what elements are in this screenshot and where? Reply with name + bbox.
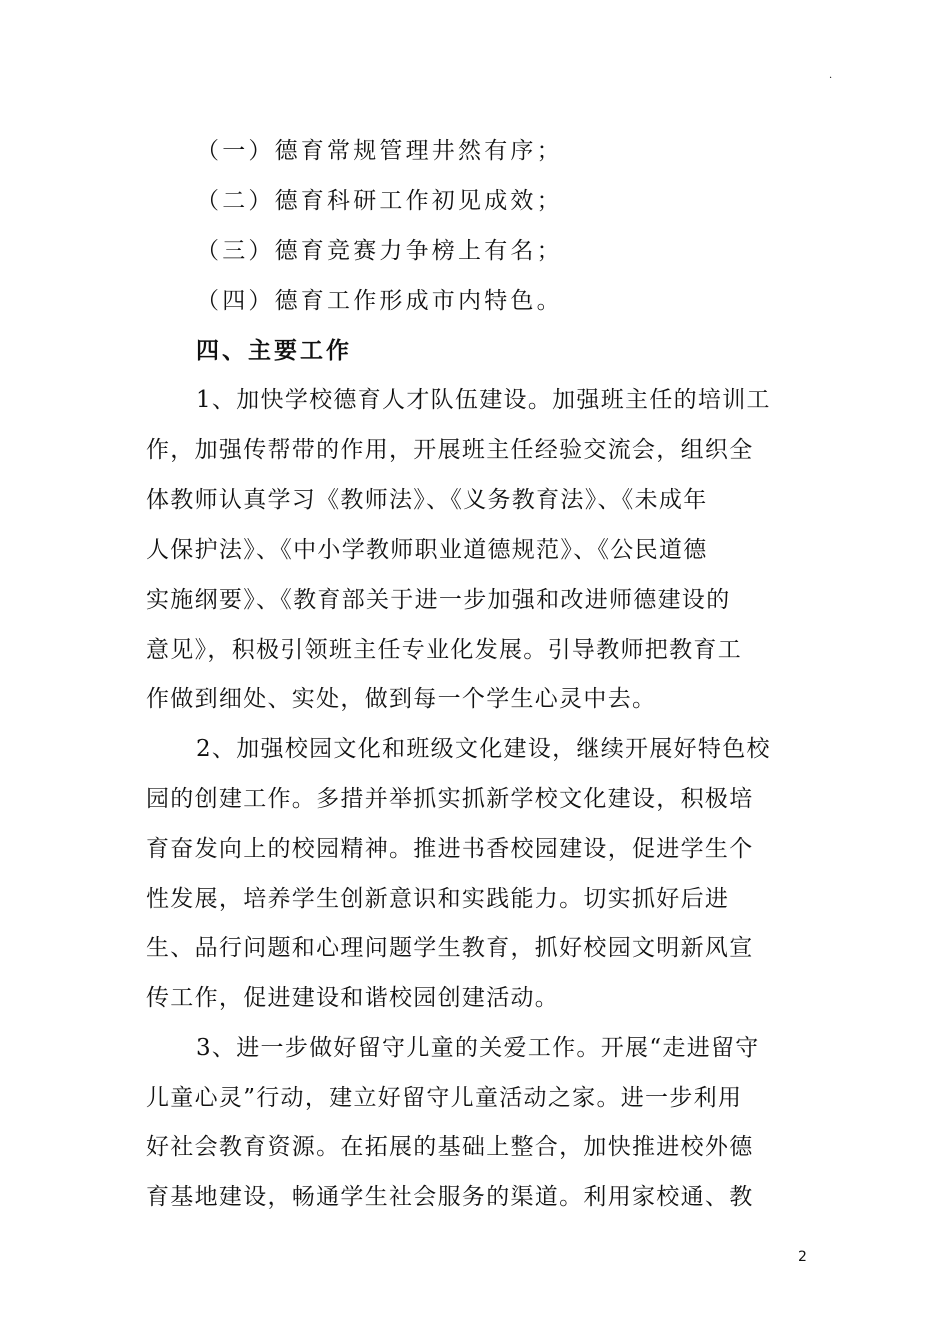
paragraph-line: 性发展，培养学生创新意识和实践能力。切实抓好后进 bbox=[146, 886, 730, 912]
paragraph-line: 儿童心灵”行动，建立好留守儿童活动之家。进一步利用 bbox=[146, 1085, 743, 1111]
list-item: （四）德育工作形成市内特色。 bbox=[196, 288, 563, 314]
list-item: （三）德育竞赛力争榜上有名； bbox=[196, 238, 563, 264]
paragraph-line: 实施纲要》、《教育部关于进一步加强和改进师德建设的 bbox=[146, 587, 731, 613]
paragraph-line: 园的创建工作。多措并举抓实抓新学校文化建设，积极培 bbox=[146, 786, 754, 812]
paragraph-line: 3、进一步做好留守儿童的关爱工作。开展“走进留守 bbox=[196, 1035, 760, 1061]
paragraph-line: 好社会教育资源。在拓展的基础上整合，加快推进校外德 bbox=[146, 1134, 754, 1160]
paragraph-line: 人保护法》、《中小学教师职业道德规范》、《公民道德 bbox=[146, 537, 708, 563]
paragraph-line: 育奋发向上的校园精神。推进书香校园建设，促进学生个 bbox=[146, 836, 754, 862]
paragraph-line: 传工作，促进建设和谐校园创建活动。 bbox=[146, 985, 560, 1011]
paragraph-line: 体教师认真学习《教师法》、《义务教育法》、《未成年 bbox=[146, 487, 708, 513]
corner-mark: . bbox=[829, 70, 833, 81]
paragraph-line: 生、品行问题和心理问题学生教育，抓好校园文明新风宣 bbox=[146, 935, 754, 961]
list-item: （一）德育常规管理井然有序； bbox=[196, 138, 563, 164]
page-number: 2 bbox=[798, 1249, 807, 1265]
list-item: （二）德育科研工作初见成效； bbox=[196, 188, 563, 214]
section-heading: 四、主要工作 bbox=[196, 337, 352, 364]
paragraph-line: 育基地建设，畅通学生社会服务的渠道。利用家校通、教 bbox=[146, 1184, 754, 1210]
paragraph-line: 作做到细处、实处，做到每一个学生心灵中去。 bbox=[146, 686, 657, 712]
paragraph-line: 1、加快学校德育人才队伍建设。加强班主任的培训工 bbox=[196, 387, 771, 413]
paragraph-line: 2、加强校园文化和班级文化建设，继续开展好特色校 bbox=[196, 736, 771, 762]
paragraph-line: 意见》，积极引领班主任专业化发展。引导教师把教育工 bbox=[146, 637, 742, 663]
paragraph-line: 作，加强传帮带的作用，开展班主任经验交流会，组织全 bbox=[146, 437, 754, 463]
